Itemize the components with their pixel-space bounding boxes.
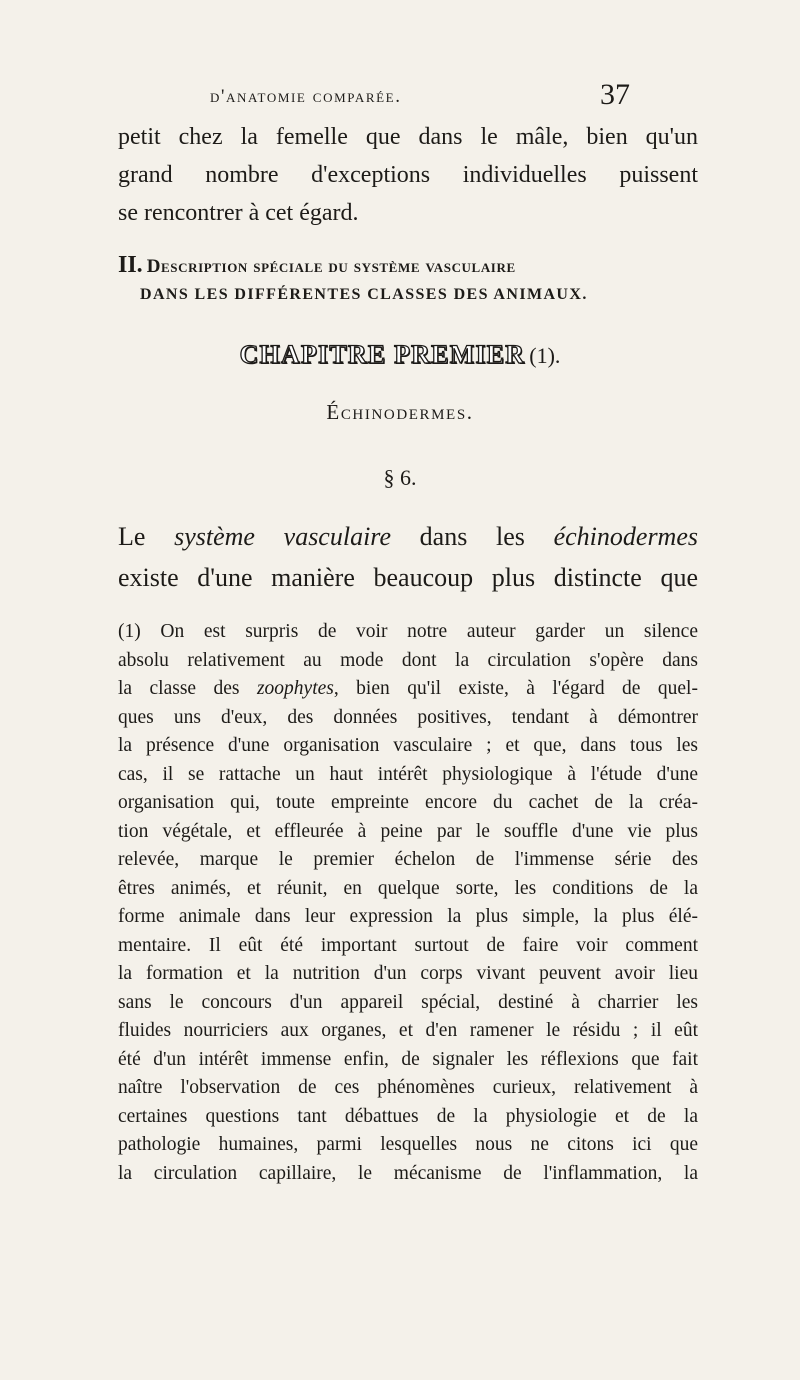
chapter-note-ref: (1).: [529, 343, 561, 368]
footnote: [118, 618, 698, 1188]
intro-paragraph: [118, 118, 698, 232]
footnote-line: mentaire. Il eût été important surtout de faire voir comment: [118, 934, 698, 956]
footnote-line: relevée, marque le premier échelon de l'immense série des: [118, 849, 698, 870]
italic-term: zoophytes: [256, 678, 334, 699]
italic-term: système vasculaire: [174, 522, 391, 551]
footnote-line: tion végétale, et effleurée à peine par le souffle d'une vie plus: [118, 820, 698, 842]
footnote-line: la présence d'une organisation vasculaire ; et que, dans tous les: [118, 735, 698, 756]
footnote-line: êtres animés, et réunit, en quelque sorte, les conditions de la: [118, 877, 698, 899]
footnote-line: la formation et la nutrition d'un corps vivant peuvent avoir lieu: [118, 963, 698, 984]
text-line: grand nombre d'exceptions individuelles puissent: [118, 162, 698, 188]
class-heading: Échinodermes.: [326, 400, 474, 424]
footnote-line: organisation qui, toute empreinte encore du cachet de la créa-: [118, 792, 698, 813]
footnote-line: naître l'observation de ces phénomènes curieux, relativement à: [118, 1077, 698, 1098]
running-title: d'anatomie comparée.: [210, 86, 402, 107]
text-span: la classe des: [118, 678, 257, 699]
section-heading: [118, 252, 718, 279]
text-span: Le: [118, 522, 175, 551]
footnote-line: pathologie humaines, parmi lesquelles nous ne citons ici que: [118, 1134, 698, 1155]
chapter-heading: [0, 340, 800, 370]
text-line: [118, 516, 698, 557]
footnote-line: été d'un intérêt immense enfin, de signaler les réflexions que fait: [118, 1048, 698, 1070]
italic-term: échinodermes: [553, 522, 698, 551]
text-line: petit chez la femelle que dans le mâle, bien qu'un: [118, 124, 698, 150]
section-title-line-1: Description spéciale du système vasculaire: [146, 256, 516, 277]
text-span: , bien qu'il existe, à l'égard de quel-: [333, 678, 698, 699]
footnote-line: fluides nourriciers aux organes, et d'en ramener le résidu ; il eût: [118, 1020, 698, 1041]
section-number: II.: [118, 252, 143, 278]
paragraph-mark: § 6.: [383, 465, 417, 490]
footnote-line: sans le concours d'un appareil spécial, destiné à charrier les: [118, 991, 698, 1013]
footnote-line: (1) On est surpris de voir notre auteur garder un silence: [118, 621, 698, 642]
section-title-line-2: DANS LES DIFFÉRENTES CLASSES DES ANIMAUX.: [140, 286, 588, 303]
main-paragraph: [118, 516, 698, 598]
footnote-line: forme animale dans leur expression la plus simple, la plus élé-: [118, 906, 698, 927]
text-line: se rencontrer à cet égard.: [118, 200, 359, 226]
footnote-line: [118, 675, 698, 704]
footnote-line: absolu relativement au mode dont la circulation s'opère dans: [118, 649, 698, 671]
footnote-line: cas, il se rattache un haut intérêt physiologique à l'étude d'une: [118, 763, 698, 785]
page-number: 37: [600, 78, 630, 111]
footnote-line: la circulation capillaire, le mécanisme de l'inflammation, la: [118, 1162, 698, 1184]
text-line: existe d'une manière beaucoup plus distincte que: [118, 563, 698, 592]
footnote-line: ques uns d'eux, des données positives, tendant à démontrer: [118, 706, 698, 728]
footnote-line: certaines questions tant débattues de la physiologie et de la: [118, 1105, 698, 1127]
text-span: dans les: [391, 522, 554, 551]
chapter-title: CHAPITRE PREMIER: [239, 340, 526, 369]
